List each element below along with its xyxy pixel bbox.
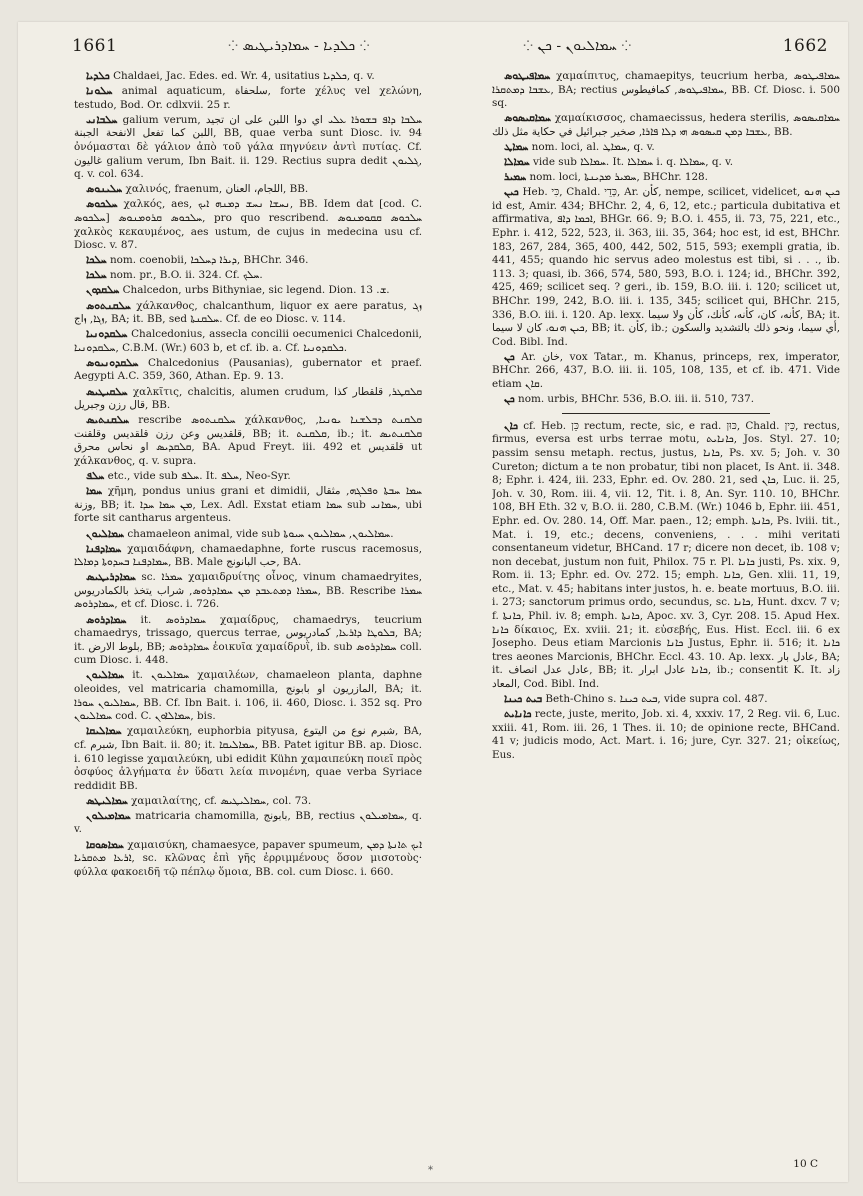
entry-definition: Chaldaei, Jac. Edes. ed. Wr. 4, usitatius ܟܠܕܝܐ, q. v. <box>113 70 375 82</box>
entry-definition: Heb. כִּי, Chald. כְּדֵי, Ar. كأن, nempe, scilicet, videlicet, ܟܝܢ ܗܢܘ id est, Amir. 434; BHChr. 2, 4, 6, 12, etc.; particula dubitativa et affirmativa, ܐܟܡܐ ܕܐܦ, BHGr. 66. 9; B.O. i. 455, ii. 73, 75, 221, etc., Ephr. i. 412, 522, 523, ii. 363, iii. 35, 364; hoc est, id est, BHChr. 183, 267, 284, 365, 400, 442, 502, 515, 593; exempli gratia, ib. 441, 455; quando hic servus adeo molestus est tibi, si . . ., ib. 113. 3; quasi, ib. 366, 574, 580, 593, B.O. i. 124; id., BHChr. 392, 425, 469; scilicet seq. ? geri., ib. 159, B.O. iii. i. 120; scilicet ut, BHChr. 199, 242, B.O. iii. i. 135, 345; scilicet qui, BHChr. 215, 336, B.O. iii. i. 120. Ap. lexx. كأنه، كان، كأنه، كأنك، كأن ولا سيما, BA; it. ܟܝܢ ܗܢܘ، كان لا سيما, BB; it. كأن, ib.; أي سيما، ونحو ذلك بالتشديد والسكون, Cod. Bibl. Ind. <box>492 186 840 348</box>
section-divider <box>562 413 770 414</box>
entry-headword: ܚܠܟܐ <box>86 269 107 282</box>
running-head-right: ⁘ ܚܡܐܠܝܘܢ - ܟܢ ⁘ <box>523 38 632 54</box>
entry-headword: ܟܝܢ <box>504 186 519 199</box>
entry-headword: ܚܡܐܠܝܩܐ <box>86 725 122 738</box>
dictionary-entry <box>74 528 422 542</box>
entry-definition: it. ܚܡܐܕܪܘܣ χαμαίδρυς, chamaedrys, teucrium chamaedrys, trissago, quercus terrae, ܒܠܘܛܐ ܕܐܪܥܐ, كمادريوس, BA; it. بلوط الارض, BB; ܚܡܐܕܪܘܣ ἐοικυῖα χαμαίδρυῒ, ib. sub ܚܡܐܕܪܘܣ coll. cum Diosc. i. 448. <box>74 613 422 667</box>
dictionary-entry <box>74 357 422 384</box>
dictionary-entry <box>492 186 840 349</box>
dictionary-entry <box>74 269 422 283</box>
dictionary-entry <box>74 70 422 84</box>
entry-headword: ܚܠܦ <box>86 470 105 483</box>
entry-definition: χαμαιδάφνη, chamaedaphne, forte ruscus racemosus, ܚܡܐܕܦܢܐ ܒܚܕܘܬܐ ܕܡܐܠܐ, BB. Male حب البانونج, BA. <box>74 542 422 569</box>
entry-headword: ܟܠܕܝܐ <box>86 70 110 82</box>
right-column <box>492 70 840 1162</box>
center-mark: * <box>428 1165 433 1176</box>
entry-headword: ܚܡܐܕܦܢܐ <box>86 542 122 555</box>
dictionary-entry <box>492 171 840 185</box>
entry-headword: ܟܐܢܐܝܬ <box>504 708 532 721</box>
entry-definition: χαμαίκισσος, chamaecissus, hedera sterilis, ܚܡܐܩܝܣܘܣ ܥܫܒܐ ܕܡܢ ܩܝܣܘܣ ܗܝ ܕܠܐ ܦܐܪܐ, صخير جبرائيل في حكاية مثل ذلك, BB. <box>492 112 840 138</box>
dictionary-entry <box>74 485 422 526</box>
entry-definition: χαλινός, fraenum, اللجام، العنان, BB. <box>125 183 309 196</box>
entry-headword: ܚܡܐܕܪܘܣ <box>86 613 127 626</box>
entry-headword: ܚܠܩܕܘܢ <box>86 284 120 297</box>
entry-headword: ܚܡܐܛ <box>504 140 529 153</box>
entry-headword: ܚܠܩܕܘܢܝܐ <box>86 328 128 341</box>
dictionary-entry <box>74 386 422 413</box>
entry-headword: ܚܡܐ <box>86 485 103 498</box>
dictionary-entry <box>74 300 422 327</box>
page-header <box>18 32 848 62</box>
dictionary-entry <box>74 114 422 182</box>
entry-definition: Chalcedon, urbs Bithyniae, sic legend. Dion. ܫ. 13. <box>122 284 390 297</box>
entry-definition: χαλκῖτις, chalcitis, alumen crudum, ܩܠܩܛܪ, قلقطار كذا قال رزن وجبريل, BB. <box>74 385 422 412</box>
dictionary-entry <box>492 156 840 170</box>
dictionary-entry <box>492 393 840 407</box>
signature-mark: 10 C <box>793 1158 818 1170</box>
entry-definition: χαμαιλαίτης, cf. ܚܡܐܠܝܛܝܣ, col. 73. <box>131 794 312 807</box>
entry-definition: recte, juste, merito, Job. xi. 4, xxxiv. 17, 2 Reg. vii. 6, Luc. xxiii. 41, Rom. iii. 26, 1 Thes. ii. 10; de opinione recte, BHCand. 41 v; judicis modo, Act. Mart. i. 16; jure, Cyr. 327. 21; οἰκείως, Eus. <box>492 708 840 761</box>
entry-definition: cf. Heb. כֵּן rectum, recte, sic, e rad. כּוּן, Chald. כֵּין, rectus, firmus, eversa est urbs terrae motu, ܟܐܢܐܝܬ, Jos. Styl. 27. 10; passim sensu metaph. rectus, justus, ܟܐܢܐ, Ps. xv. 5; Joh. v. 30 Cureton; dictum a te non probatur, tibi non placet, Is Ant. ii. 348. 8; Ephr. i. 424, iii. 233, Ephr. ed. Ov. 280. 21, sed ܟܐܢ, Luc. ii. 25, Joh. v. 30, Rom. iii. 4, vii. 12, Tit. i. 8, An. Syr. 110. 10, BHChr. 108, BH Eth. 32 v, B.O. ii. 280, C.B.M. (Wr.) 1046 b, Ephr. iii. 451, Ephr. ed. Ov. 280. 14, Off. Mar. paen., 12; emph. ܟܐܢܬܐ, Ps. lviii. tit., Mat. i. 19, etc.; decens, conveniens, . . . mihi veritati consentaneum videtur, BHCand. 17 r; dicere non decet, ib. 108 v; non decebat, justum non fuit, Philox. 75 r. Pl. ܟܐܢܐ justi, Ps. xix. 9, Rom. ii. 13; Ephr. ed. Ov. 272. 15; emph. ܟܐܢܐ, Gen. xlii. 11, 19, etc., Mat. v. 45; habitans inter justos, h. e. beate mortuus, B.O. iii. i. 273; sanctorum primus ordo, secundus, sc. ܟܐܢܐ, Hunt. dxcv. 7 v; f. ܟܐܢܬܐ, Phil. iv. 8; emph. ܟܐܢܬܐ, Apoc. xv. 3, Cyr. 208. 15. Apud Hex. ܟܐܢܐ δίκαιος, Ex. xviii. 21; it. εὐσεβής, Eus. Hist. Eccl. iii. 6 ex Josepho. Deus etiam Marcionis ܟܐܢܐ Justus, Ephr. ii. 516; it. ܟܐܢܐ tres aeones Marcionis, BHChr. Eccl. 43. 10. Ap. lexx. عادل بار, BA; it. عادل عدل انصاف, BB; it. ܟܐܢܐ عادل ابرار, ib.; consentit K. It. زاد المعاد, Cod. Bibl. Ind. <box>492 419 840 691</box>
entry-definition: galium verum, ܚܠܒܐ ܕܐܦ ܒܫܘܪܐ ܥܠܝ اي دوا اللبن على ان تجيد اللبن كما تفعل الانفحة الجبنة, BB, quae verba sunt Diosc. iv. 94 ὀνόμασται δὲ γάλιον ἀπὸ τοῦ γάλα πηγνύειν ἀντὶ πυτίας. Cf. غاليون galium verum, Ibn Bait. ii. 129. Rectius supra dedit ܓܠܝܘܢ, q. v. col. 634. <box>74 113 422 181</box>
running-head-left: ⁘ ܟܠܕܝܐ - ܚܡܐܕܪܝܛܝܣ ⁘ <box>228 38 370 54</box>
entry-headword: ܚܠܩܢܬܘܣ <box>86 299 131 312</box>
entry-headword: ܚܠܝܢܘܣ <box>86 183 123 196</box>
dictionary-entry <box>74 839 422 880</box>
dictionary-entry <box>492 70 840 111</box>
entry-headword: ܚܡܐܠܝܛܣ <box>86 794 128 807</box>
entry-headword: ܚܡܝܪ <box>504 171 527 184</box>
entry-headword: ܚܠܩܝܛܝܣ <box>86 385 128 398</box>
entry-headword: ܟܢ <box>504 350 515 363</box>
entry-definition: animal aquaticum, سلحفاة, forte χέλυς vel χελώνη, testudo, Bod. Or. cdlxvii. 25 r. <box>74 85 422 111</box>
entry-definition: it. ܚܡܐܠܝܘܢ χαμαιλέων, chamaeleon planta, daphne oleoides, vel matricaria chamomilla, المازريون او بابونج, BA; it. ܚܡܐܠܝܘܢ ܚܘܪܐ, BB. Cf. Ibn Bait. i. 106, ii. 460, Diosc. i. 352 sq. Pro ܚܡܐܠܝܘܢ cod. C. ܚܡܐܠܐܘܢ, bis. <box>74 669 422 723</box>
entry-headword: ܒܝܬ ܟܝܢܐ <box>504 693 543 706</box>
entry-definition: χαλκός, aes, ܢܚܫܐ ܢܚܫ ܕܡܢܗ ܐܝܟ, BB. Idem dat [cod. C. ܚܠܟܘܣ] ܚܠܟܘܣ ܩܪܘܡܢܘܣ, pro quo rescribend. ܚܠܟܘܣ ܩܩܘܡܢܘܣ χαλκὸς κεκαυμένος, aes ustum, de cujus in medecina usu cf. Diosc. v. 87. <box>74 198 422 252</box>
entry-headword: ܚܡܐܣܘܩܐ <box>86 838 124 851</box>
dictionary-entry <box>74 810 422 837</box>
dictionary-entry <box>74 328 422 355</box>
dictionary-entry <box>74 795 422 809</box>
entry-headword: ܚܡܐܠܝܘܢ <box>86 669 124 682</box>
entry-headword: ܚܠܟܘܣ <box>86 198 118 211</box>
entry-definition: sc. ܚܡܪܐ χαμαιδρυίτης οἶνος, vinum chamaedryites, ܚܡܪܐ ܕܡܬܥܒܕ ܡܢ ܚܡܐܕܪܘܣ, شراب يتخذ بالكمادريوس, BB. Rescribe ܚܡܪܐ ܚܡܐܕܪܘܣ, et cf. Diosc. i. 726. <box>74 571 422 611</box>
entry-headword: ܚܡܐܠܝܘܢ <box>86 527 124 540</box>
dictionary-entry <box>74 254 422 268</box>
entry-definition: χαμαιλεύκη, euphorbia pityusa, شبرم نوع من اليتوع, BA, cf. شبرم, Ibn Bait. ii. 80; it. ܚܡܐܠܝܩܐ, BB. Patet igitur BB. ap. Diosc. i. 610 legisse χαμαιλεύκη, ubi edidit Kühn χαμαιπεύκη ποιεῖ πρὸς ὀσφύος ἀλγήματα ἐν ὕδατι λεία πινομένη, quae verba Syriace reddidit BB. <box>74 725 422 792</box>
entry-definition: nom. pr., B.O. ii. 324. Cf. ܚܠܟ. <box>109 269 263 282</box>
entry-headword: ܟܐܢ <box>504 419 519 432</box>
entry-definition: χαμαισύκη, chamaesyce, papaver spumeum, ܐܝܟ ܬܐܢܬܐ ܕܡܢ ܐܪܥܐ ܡܬܩܪܝܐ, sc. κλῶνας ἐπὶ γῆς ἐρριμμένους ὅσον μισοτοὺς· φύλλα φακοειδῆ τῷ πέπλῳ ὅμοια, BB. col. cum Diosc. i. 660. <box>74 838 422 878</box>
page-number-right: 1662 <box>782 36 828 56</box>
dictionary-entry <box>74 725 422 793</box>
entry-headword: ܚܠܩܢܬܝܣ <box>86 414 129 427</box>
dictionary-page <box>18 22 848 1182</box>
entry-headword: ܚܠܩܕܘܢܝܘܣ <box>86 356 139 369</box>
dictionary-entry <box>74 571 422 612</box>
entry-definition: Ar. خان, vox Tatar., m. Khanus, princeps, rex, imperator, BHChr. 266, 437, B.O. iii. ii. 105, 108, 135, et cf. ib. 471. Vide etiam ܩܐܢ. <box>492 350 840 391</box>
entry-definition: χάλκανθος, chalcanthum, liquor ex aere paratus, ܙܓ ܙܓܐ, ܙاج, BA; it. BB, sed ܚܠܩܢܬܐ. Cf. de eo Diosc. v. 114. <box>74 299 422 326</box>
entry-headword: ܟܢ <box>504 393 515 406</box>
entry-headword: ܚܠܘܢܐ <box>86 85 113 98</box>
entry-headword: ܚܡܐܦܝܛܘܣ <box>504 70 551 82</box>
entry-definition: nom. loci, al. ܚܡܐܛ, q. v. <box>531 140 655 153</box>
entry-definition: chamaeleon animal, vide sub ܚܡܐܠܝܘܢ, ܚܡܐܠܝܘܢ ܚܝܘܬܐ. <box>127 527 394 540</box>
dictionary-entry <box>74 183 422 197</box>
dictionary-entry <box>492 141 840 155</box>
entry-definition: Chalcedonius, assecla concilii oecumenici Chalcedonii, ܚܠܩܕܘܢܝܐ, C.B.M. (Wr.) 603 b, et cf. ib. a. Cf. ܟܠܩܕܘܢܝܐ. <box>74 328 422 354</box>
dictionary-entry <box>492 112 840 139</box>
dictionary-entry <box>74 414 422 468</box>
entry-definition: χῆμη, pondus unius grani et dimidii, ܚܡܐ ܚܒܬܐ ܘܦܠܓܗ, مثقال وزنة, BB; it. ܡܢ ܚܡܐ ܚܕܐ, Lex. Adl. Exstat etiam ܚܡܐ sub ܚܡܐܢܝ, ubi forte sit cantharus argenteus. <box>74 485 422 525</box>
entry-definition: matricaria chamomilla, بابونج, BB, rectius ܚܡܐܡܝܠܘܢ, q. v. <box>74 809 422 836</box>
entry-headword: ܚܡܐܩܝܣܘܣ <box>504 112 551 125</box>
entry-headword: ܚܡܐܡܝܠܘܢ <box>86 809 131 822</box>
dictionary-entry <box>74 669 422 723</box>
entry-definition: χαμαίπιτυς, chamaepitys, teucrium herba, ܚܡܐܦܝܛܘܣ ܥܫܒܐ ܕܡܬܩܪܐ, BA; rectius ܚܡܐܦܝܛܘܣ, كمافيطوس, BB. Cf. Diosc. i. 500 sq. <box>492 70 840 110</box>
entry-definition: vide sub ܚܡܐܠܐ. It. ܚܡܐܠܐ i. q. ܚܡܐܠܐ, q. v. <box>532 156 734 169</box>
left-column <box>74 70 422 1162</box>
dictionary-entry <box>74 85 422 112</box>
page-number-left: 1661 <box>72 36 118 56</box>
entry-definition: Chalcedonius (Pausanias), gubernator et praef. Aegypti A.C. 359, 360, Athan. Ep. 9. 13. <box>74 356 422 383</box>
entry-definition: nom. urbis, BHChr. 536, B.O. iii. ii. 510, 737. <box>518 393 755 406</box>
dictionary-entry <box>74 198 422 252</box>
entry-headword: ܚܡܐܕܪܝܛܝܣ <box>86 571 136 584</box>
dictionary-entry <box>492 708 840 762</box>
dictionary-entry <box>74 284 422 298</box>
dictionary-entry <box>74 470 422 484</box>
entry-definition: etc., vide sub ܚܠܦ. It. ܚܠܦ, Neo-Syr. <box>107 470 291 483</box>
entry-definition: rescribe ܚܠܩܢܬܘܣ χάλκανθος, ܩܠܩܢܬ ܕܒܠܫܢܐ ܝܘܢܝܐ, قلقديس وعن رزن قلقديس وقلقنت, BB; it. ܩܠܩܢܬ, ib.; it. ܩܠܩܢܬܝܣ ܩܠܩܕܝܣ او نحاس محرق, BA. Apud Freyt. iii. 492 et قلقديس ut χάλκανθος, q. v. supra. <box>74 414 422 468</box>
entry-headword: ܚܡܐܠܐ <box>504 156 530 169</box>
dictionary-entry <box>492 351 840 392</box>
dictionary-entry <box>492 420 840 692</box>
entry-headword: ܚܠܟܐ <box>86 254 107 267</box>
entry-definition: nom. coenobii, ܕܝܪܐ ܕܚܠܟܐ, BHChr. 346. <box>109 254 309 267</box>
entry-definition: nom. loci, ܚܡܝܪ ܡܕܝܢܬܐ, BHChr. 128. <box>529 171 708 184</box>
entry-definition: Beth-Chino s. ܒܝܬ ܟܝܢܐ, vide supra col. 487. <box>545 693 768 706</box>
dictionary-entry <box>492 693 840 707</box>
dictionary-entry <box>74 614 422 668</box>
dictionary-entry <box>74 543 422 570</box>
entry-headword: ܚܠܒܐܢܝ <box>86 113 118 126</box>
